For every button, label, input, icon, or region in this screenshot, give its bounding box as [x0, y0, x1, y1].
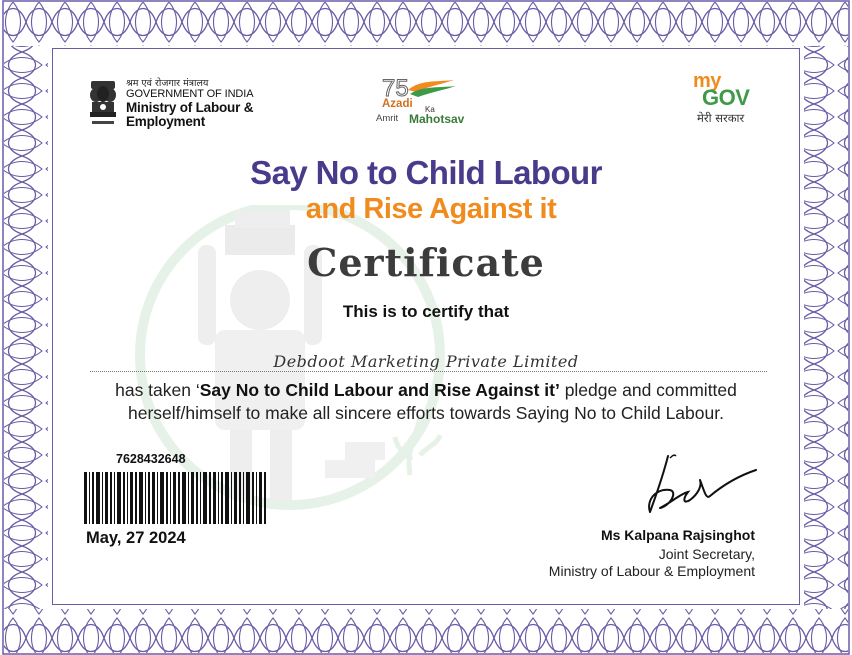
- pledge-line2: herself/himself to make all sincere efforts towards Saying No to Child Labour.: [128, 403, 724, 423]
- hindi-ministry-name: श्रम एवं रोजगार मंत्रालय: [126, 78, 209, 90]
- mygov-hindi-tagline: मेरी सरकार: [697, 111, 745, 125]
- pledge-suffix: pledge and committed: [559, 380, 737, 400]
- azadi-ka: Ka: [425, 105, 435, 114]
- national-emblem-icon: [86, 77, 120, 131]
- campaign-title-line1: Say No to Child Labour: [250, 154, 602, 191]
- azadi-ka-amrit-mahotsav-logo: [372, 72, 482, 134]
- government-of-india-label: GOVERNMENT OF INDIA: [126, 88, 254, 101]
- ministry-name-line2: Employment: [126, 113, 206, 129]
- recipient-name: Debdoot Marketing Private Limited: [273, 352, 579, 371]
- barcode-number: 7628432648: [116, 452, 186, 466]
- signatory-ministry: Ministry of Labour & Employment: [548, 563, 755, 579]
- signatory-name: Ms Kalpana Rajsinghot: [600, 527, 755, 543]
- mygov-gov: GOV: [702, 85, 750, 110]
- mygov-logo: [690, 70, 770, 130]
- azadi-word: Azadi: [382, 98, 413, 110]
- mygov-my: my: [693, 70, 721, 92]
- pledge-name: Say No to Child Labour and Rise Against it’: [199, 380, 560, 400]
- signature-image: [630, 450, 760, 522]
- barcode-icon: [84, 472, 266, 524]
- name-underline: [90, 371, 767, 372]
- pledge-prefix: has taken ‘: [115, 380, 200, 400]
- ministry-name-line1: Ministry of Labour &: [126, 99, 254, 115]
- issue-date: May, 27 2024: [86, 529, 186, 547]
- azadi-number: 75: [382, 75, 409, 102]
- pledge-statement: [60, 379, 792, 425]
- government-header: [86, 76, 253, 132]
- certify-text: This is to certify that: [342, 302, 510, 321]
- certificate-heading: Certificate: [307, 240, 545, 285]
- signatory-title: Joint Secretary,: [658, 546, 755, 562]
- campaign-title-line2: and Rise Against it: [305, 193, 557, 225]
- azadi-mahotsav: Mahotsav: [409, 112, 465, 126]
- azadi-amrit: Amrit: [376, 113, 399, 124]
